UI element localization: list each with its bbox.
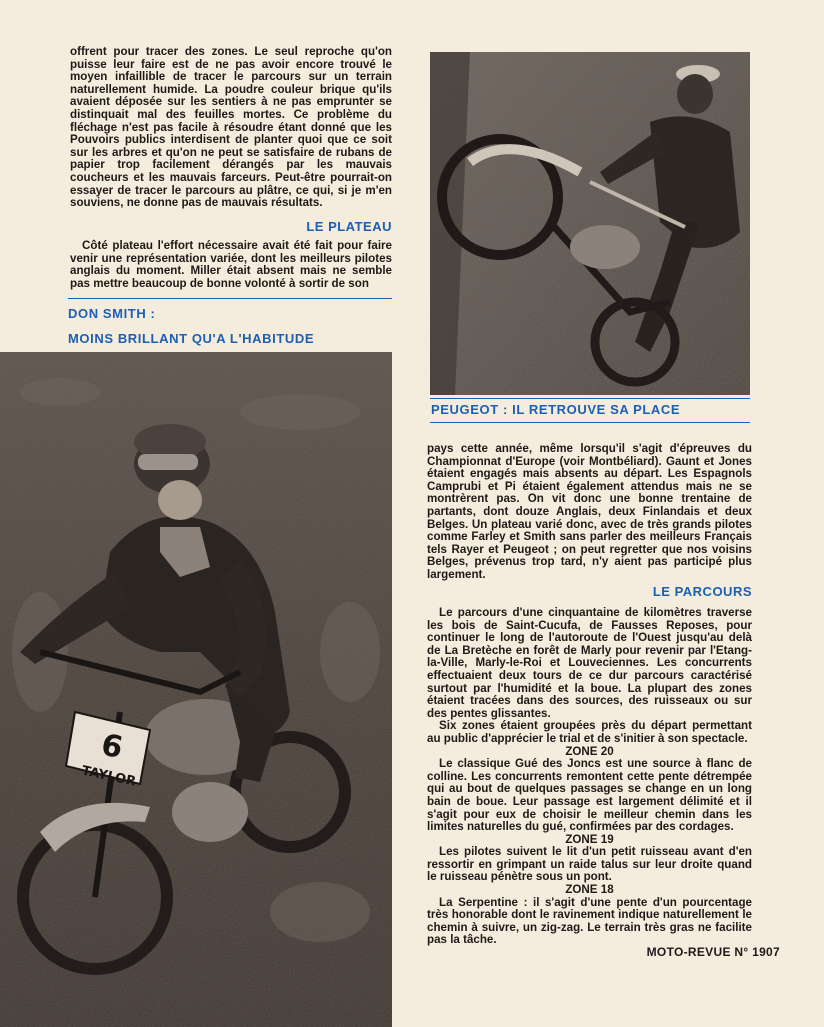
plateau-paragraph: Côté plateau l'effort nécessaire avait été fait pour faire venir une représentation variée, dont les meilleurs pilotes anglais du moment. Miller était absent mais ne semble pas mettre beaucoup de bonne volonté à sortir de son	[70, 239, 392, 290]
photo-don-smith	[0, 352, 392, 1027]
parcours-paragraph-2: Six zones étaient groupées près du départ permettant au public d'apprécier le trial et de s'initier à son spectacle.	[427, 719, 752, 745]
zone-18-text: La Serpentine : il s'agit d'une pente d'un pourcentage très honorable dont le ravinement indique naturellement le chemin à suivre, un zig-zag. Le terrain très gras ne facilite pas la tâche.	[427, 895, 752, 947]
footer-magazine-issue: MOTO-REVUE N° 1907	[646, 945, 780, 959]
intro-paragraph: offrent pour tracer des zones. Le seul reproche qu'on puisse leur faire est de ne pas avoir encore trouvé le moyen infaillible de tracer le parcours sur un terrain naturellement humide. La poudre couleur brique qu'ils avaient déposée sur les sentiers à ne pas emprunter se distinquait mal des feuilles mortes. Ce problème du fléchage n'est pas facile à résoudre étant donné que les Pouvoirs publics interdisent de planter quoi que ce soit sur les arbres et qu'on ne peut se satisfaire de rubans de papier trop facilement dérangés par les mauvais coucheurs et les mauvais farceurs. Peut-être pourrait-on essayer de tracer le parcours au plâtre, ce qui, si je m'en souviens, ne donne pas de mauvais résultats.	[70, 45, 392, 210]
zone-20-text: Le classique Gué des Joncs est une source à flanc de colline. Les concurrents remontent cette pente détrempée qui au bout de quelques passages se change en un long bain de boue. Leur passage est largement délimité et il s'agit pour eux de choisir le meilleur chemin dans les limites naturelles du gué, confirmées par des cordages.	[427, 757, 752, 834]
caption-moins-brillant: MOINS BRILLANT QU'A L'HABITUDE	[68, 331, 315, 346]
zone-19-title: ZONE 19	[565, 832, 614, 846]
caption-rule-left	[68, 298, 392, 299]
heading-le-plateau: LE PLATEAU	[306, 219, 392, 234]
photo-trial-rider-image	[0, 352, 392, 1027]
parcours-paragraph-1: Le parcours d'une cinquantaine de kilomètres traverse les bois de Saint-Cucufa, de Fausses Reposes, pour continuer le long de l'autoroute de l'Ouest jusqu'au delà de La Bretèche en forêt de Marly pour revenir par l'Etang-la-Ville, Marly-le-Roi et Louveciennes. Les concurrents effectuaient deux tours de ce dur parcours caractérisé surtout par l'humidité et la boue. La plupart des zones étaient tracées dans des sources, des ruisseaux ou sur des pentes glissantes.	[427, 606, 752, 720]
zone-18-title: ZONE 18	[565, 883, 614, 897]
caption-don-smith: DON SMITH :	[68, 306, 156, 321]
caption-rule-right-bottom	[430, 422, 750, 423]
photo-peugeot	[430, 52, 750, 395]
right-column-parcours	[427, 607, 752, 947]
plateau-column	[70, 240, 392, 290]
photo-peugeot-image	[430, 52, 750, 395]
plate-name: TAYLOR	[80, 763, 138, 790]
caption-peugeot: PEUGEOT : IL RETROUVE SA PLACE	[431, 402, 681, 417]
caption-rule-right	[430, 398, 750, 399]
right-column-continuation	[427, 443, 752, 582]
continuation-paragraph: pays cette année, même lorsqu'il s'agit d'épreuves du Championnat d'Europe (voir Montbéliard). Gaunt et Jones étaient engagés mais absents au départ. Les Espagnols Camprubi et Pi étaient également attendus mais ne se montrèrent pas. On vit donc une bonne trentaine de partants, dont douze Anglais, deux Finlandais et deux Belges. Un plateau varié donc, avec de très grands pilotes comme Farley et Smith sans parler des meilleurs Français tels Rayer et Peugeot ; on peut regretter que nos voisins Belges, prévenus trop tard, n'y aient pas participé plus largement.	[427, 442, 752, 581]
zone-19-text: Les pilotes suivent le lit d'un petit ruisseau avant d'en ressortir en grimpant un raide talus sur leur droite quand le ruisseau pénètre sous un pont.	[427, 845, 752, 884]
zone-20-title: ZONE 20	[565, 744, 614, 758]
plate-number: 6	[98, 727, 126, 766]
left-column-text	[70, 46, 392, 210]
heading-le-parcours: LE PARCOURS	[652, 584, 752, 599]
